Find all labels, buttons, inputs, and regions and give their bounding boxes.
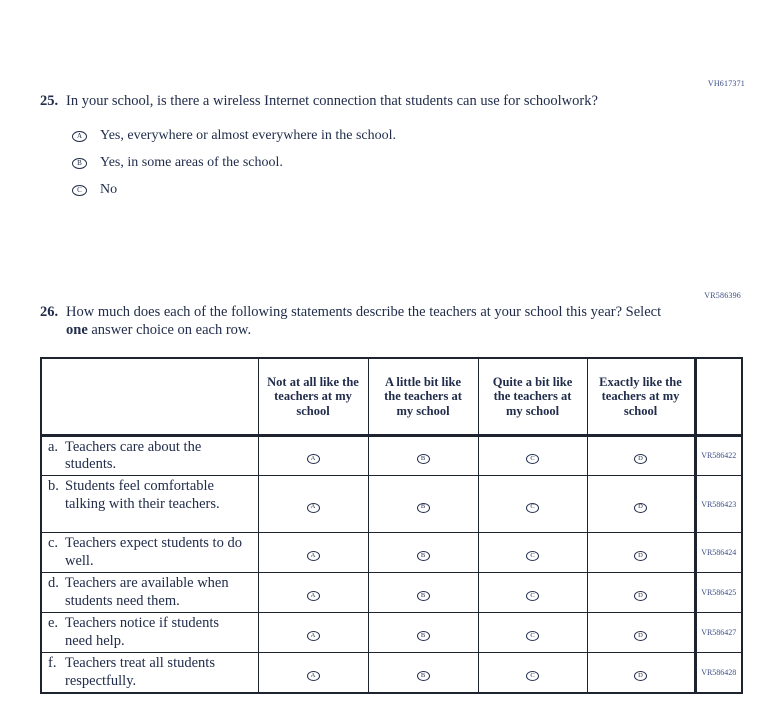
row-c-id: VR586424 [695,533,742,573]
row-d-letter: d. [48,575,59,592]
row-d-choice-a-cell [258,573,368,613]
row-e-bubble-a[interactable]: A [307,631,320,641]
q25-accession-code: VH617371 [707,79,745,88]
row-c-statement: Teachers expect students to do well. [65,535,242,569]
row-a-bubble-c[interactable]: C [526,454,539,464]
row-e-statement: Teachers notice if students need help. [65,615,219,649]
row-e-bubble-b[interactable]: B [417,631,430,641]
q25-option-a-bubble[interactable]: A [72,131,87,142]
row-f-bubble-b[interactable]: B [417,671,430,681]
q25-option-c-label: No [100,182,118,198]
row-d-bubble-b[interactable]: B [417,591,430,601]
row-a-bubble-a[interactable]: A [307,454,320,464]
row-a-choice-a-cell [258,435,368,476]
row-e-bubble-d[interactable]: D [634,631,647,641]
row-f-bubble-c[interactable]: C [526,671,539,681]
row-b-letter: b. [48,478,59,495]
row-b-statement-cell [41,476,258,533]
row-e-letter: e. [48,615,59,632]
matrix-row-a [41,435,742,476]
question-25-number: 25. [40,93,59,109]
q25-option-c [66,182,665,199]
q26-text-bold: one [66,321,88,338]
matrix-header-row [41,358,742,435]
q26-text-pre: How much does each of the following statements describe the teachers at your school this year? Select [66,304,662,320]
row-c-statement-cell [41,533,258,573]
row-b-choice-d-cell [587,476,695,533]
question-25-body [66,93,665,209]
q25-option-a-label: Yes, everywhere or almost everywhere in the school. [100,128,396,144]
row-f-bubble-a[interactable]: A [307,671,320,681]
row-f-bubble-d[interactable]: D [634,671,647,681]
row-d-choice-b-cell [368,573,478,613]
row-b-bubble-b[interactable]: B [417,503,430,513]
q25-options [66,128,665,199]
row-d-statement: Teachers are available when students need them. [65,575,229,609]
row-c-bubble-a[interactable]: A [307,551,320,561]
row-f-id: VR586428 [695,653,742,693]
matrix-row-d [41,573,742,613]
row-e-choice-d-cell [587,613,695,653]
row-f-choice-c-cell [478,653,587,693]
row-f-choice-d-cell [587,653,695,693]
row-a-choice-c-cell [478,435,587,476]
row-a-choice-d-cell [587,435,695,476]
row-a-id: VR586422 [695,435,742,476]
row-a-statement-cell [41,435,258,476]
row-c-choice-a-cell [258,533,368,573]
q26-answer-matrix [40,357,743,694]
matrix-row-b [41,476,742,533]
row-b-id: VR586423 [695,476,742,533]
question-26-text [66,304,666,339]
row-e-choice-c-cell [478,613,587,653]
row-d-statement-cell [41,573,258,613]
row-b-choice-c-cell [478,476,587,533]
row-d-bubble-c[interactable]: C [526,591,539,601]
row-c-choice-b-cell [368,533,478,573]
row-c-choice-d-cell [587,533,695,573]
row-e-choice-a-cell [258,613,368,653]
row-b-bubble-c[interactable]: C [526,503,539,513]
row-c-bubble-d[interactable]: D [634,551,647,561]
matrix-header-a-little-bit: A little bit like the teachers at my school [368,358,478,435]
row-c-choice-c-cell [478,533,587,573]
row-c-bubble-b[interactable]: B [417,551,430,561]
row-c-letter: c. [48,535,59,552]
row-e-id: VR586427 [695,613,742,653]
matrix-row-f [41,653,742,693]
row-a-letter: a. [48,438,59,455]
row-d-id: VR586425 [695,573,742,613]
q25-option-c-bubble[interactable]: C [72,185,87,196]
q26-accession-code: VR586396 [704,291,741,300]
matrix-row-c [41,533,742,573]
row-d-choice-d-cell [587,573,695,613]
row-b-choice-b-cell [368,476,478,533]
matrix-corner-cell [41,358,258,435]
row-b-bubble-d[interactable]: D [634,503,647,513]
question-26-number: 26. [40,304,59,320]
row-d-bubble-d[interactable]: D [634,591,647,601]
q25-option-b-label: Yes, in some areas of the school. [100,155,283,171]
row-a-statement: Teachers care about the students. [65,438,202,472]
row-e-statement-cell [41,613,258,653]
row-f-choice-a-cell [258,653,368,693]
q26-text-post: answer choice on each row. [87,321,252,338]
row-f-choice-b-cell [368,653,478,693]
row-b-choice-a-cell [258,476,368,533]
matrix-header-exactly-like: Exactly like the teachers at my school [587,358,695,435]
row-f-statement: Teachers treat all students respectfully. [65,655,215,689]
q25-option-b [66,155,665,172]
row-c-bubble-c[interactable]: C [526,551,539,561]
row-d-bubble-a[interactable]: A [307,591,320,601]
row-b-statement: Students feel comfortable talking with their teachers. [65,478,220,512]
matrix-id-header-cell [695,358,742,435]
question-25 [40,93,665,209]
row-a-bubble-b[interactable]: B [417,454,430,464]
row-d-choice-c-cell [478,573,587,613]
row-a-choice-b-cell [368,435,478,476]
row-f-statement-cell [41,653,258,693]
matrix-header-not-at-all: Not at all like the teachers at my school [258,358,368,435]
row-b-bubble-a[interactable]: A [307,503,320,513]
question-26 [40,304,695,339]
question-26-body [66,304,695,339]
row-e-choice-b-cell [368,613,478,653]
question-25-text: In your school, is there a wireless Internet connection that students can use for schoolwork? [66,93,598,109]
row-e-bubble-c[interactable]: C [526,631,539,641]
matrix-row-e [41,613,742,653]
q25-option-a [66,128,665,145]
row-a-bubble-d[interactable]: D [634,454,647,464]
row-f-letter: f. [48,655,57,672]
matrix-header-quite-a-bit: Quite a bit like the teachers at my school [478,358,587,435]
q25-option-b-bubble[interactable]: B [72,158,87,169]
